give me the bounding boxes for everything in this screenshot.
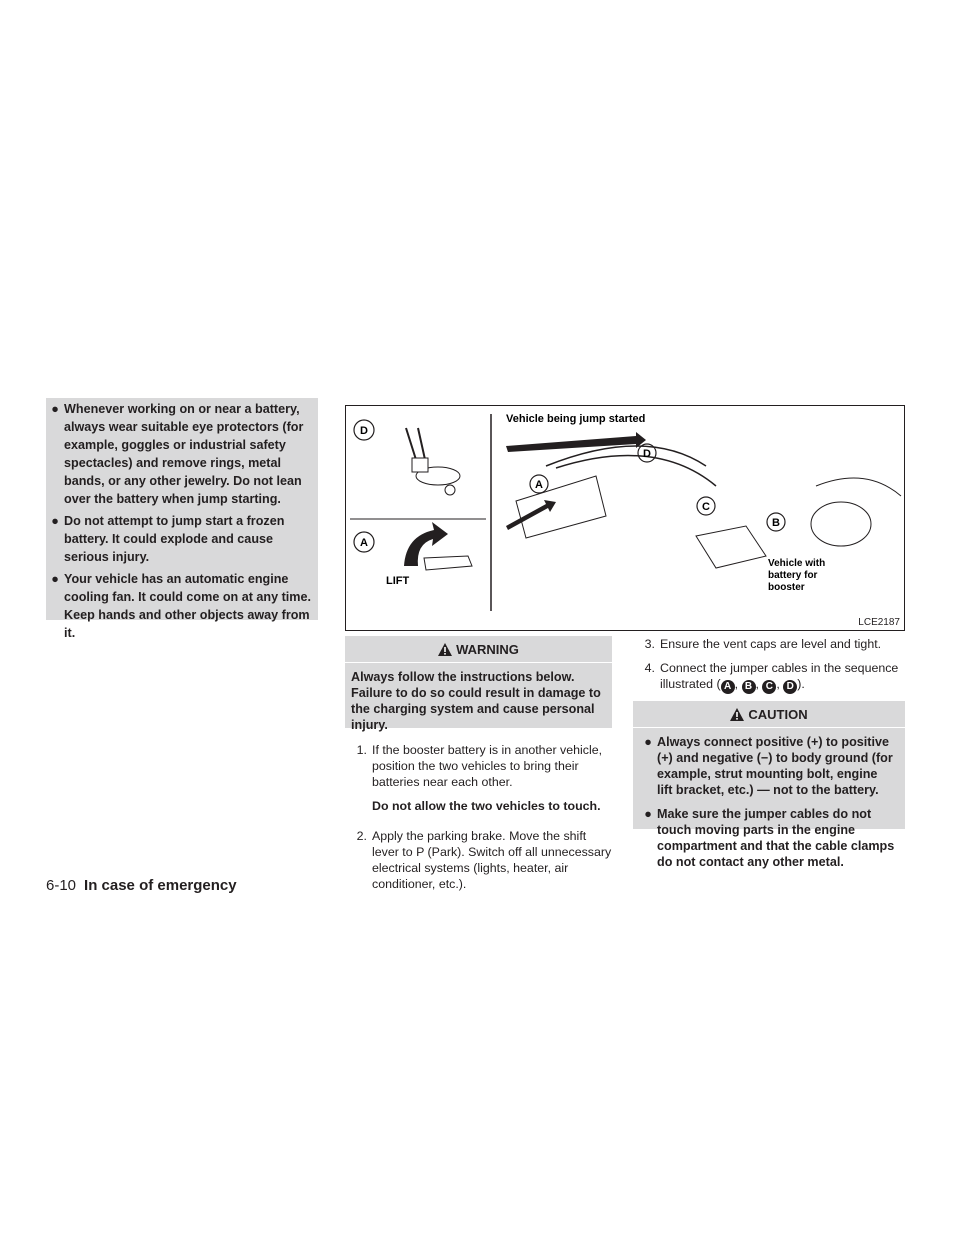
label-c-main: C	[702, 501, 710, 513]
bullet-icon: ●	[51, 514, 59, 528]
bullet-icon: ●	[51, 572, 59, 586]
jump-start-illustration	[345, 405, 905, 631]
warning-title: WARNING	[456, 641, 519, 657]
label-b-main: B	[772, 517, 780, 529]
section-title: In case of emergency	[84, 877, 237, 894]
page-footer	[46, 877, 237, 894]
seq-b: B	[742, 680, 756, 694]
label-a-inset: A	[360, 537, 368, 549]
step-item: 4. Connect the jumper cables in the sequence illustrated ( A , B , C , D ).	[644, 661, 899, 692]
bullet-item: ● Your vehicle has an automatic engine cooling fan. It could come on at any time. Keep hands and other objects away from it.	[46, 570, 318, 642]
warning-icon	[438, 643, 452, 656]
bullet-icon: ●	[51, 402, 59, 416]
bullet-item: ● Do not attempt to jump start a frozen battery. It could explode and cause serious injury.	[46, 512, 318, 566]
warning-box	[345, 636, 612, 732]
label-vehicle-started: Vehicle being jump started	[506, 413, 646, 425]
steps-left	[345, 742, 612, 900]
caution-body	[633, 728, 905, 870]
illustration-drawing	[346, 406, 903, 629]
safety-bullets	[46, 398, 318, 640]
caution-bullet: ● Make sure the jumper cables do not touch moving parts in the engine compartment and that the cable clamps do not contact any other metal.	[639, 806, 899, 870]
label-d-main: D	[643, 448, 651, 460]
label-vehicle-booster: Vehicle with battery for booster	[768, 558, 826, 593]
bullet-item: ● Whenever working on or near a battery, always wear suitable eye protectors (for example, goggles or industrial safety spectacles) and remove rings, metal bands, or any other jewelry. Do not lean over the battery when jump starting.	[46, 400, 318, 508]
seq-c: C	[762, 680, 776, 694]
caution-header	[633, 701, 905, 728]
label-d-inset: D	[360, 425, 368, 437]
page-number: 6-10	[46, 877, 77, 894]
step-item: 2. Apply the parking brake. Move the shift lever to P (Park). Switch off all unnecessary electrical systems (lights, heater, air conditioner, etc.).	[356, 829, 612, 891]
bullet-icon: ●	[644, 807, 652, 821]
steps-right	[633, 636, 905, 702]
step-item: 1. If the booster battery is in another vehicle, position the two vehicles to bring their batteries near each other.	[356, 743, 603, 789]
warning-text: Always follow the instructions below. Failure to do so could result in damage to the charging system and cause personal injury.	[351, 670, 601, 732]
warning-header	[345, 636, 612, 663]
seq-d: D	[783, 680, 797, 694]
label-a-main: A	[535, 479, 543, 491]
step-item: 3. Ensure the vent caps are level and tight.	[644, 637, 882, 651]
figure-code: LCE2187	[858, 617, 900, 628]
bullet-icon: ●	[644, 735, 652, 749]
step-note: Do not allow the two vehicles to touch.	[372, 799, 601, 813]
caution-box	[633, 701, 905, 869]
caution-icon	[730, 708, 744, 721]
caution-bullet: ● Always connect positive (+) to positive (+) and negative (−) to body ground (for example, strut mounting bolt, engine lift bracket, etc.) — not to the battery.	[639, 734, 899, 798]
label-lift: LIFT	[386, 575, 410, 587]
seq-a: A	[721, 680, 735, 694]
caution-title: CAUTION	[748, 706, 808, 722]
